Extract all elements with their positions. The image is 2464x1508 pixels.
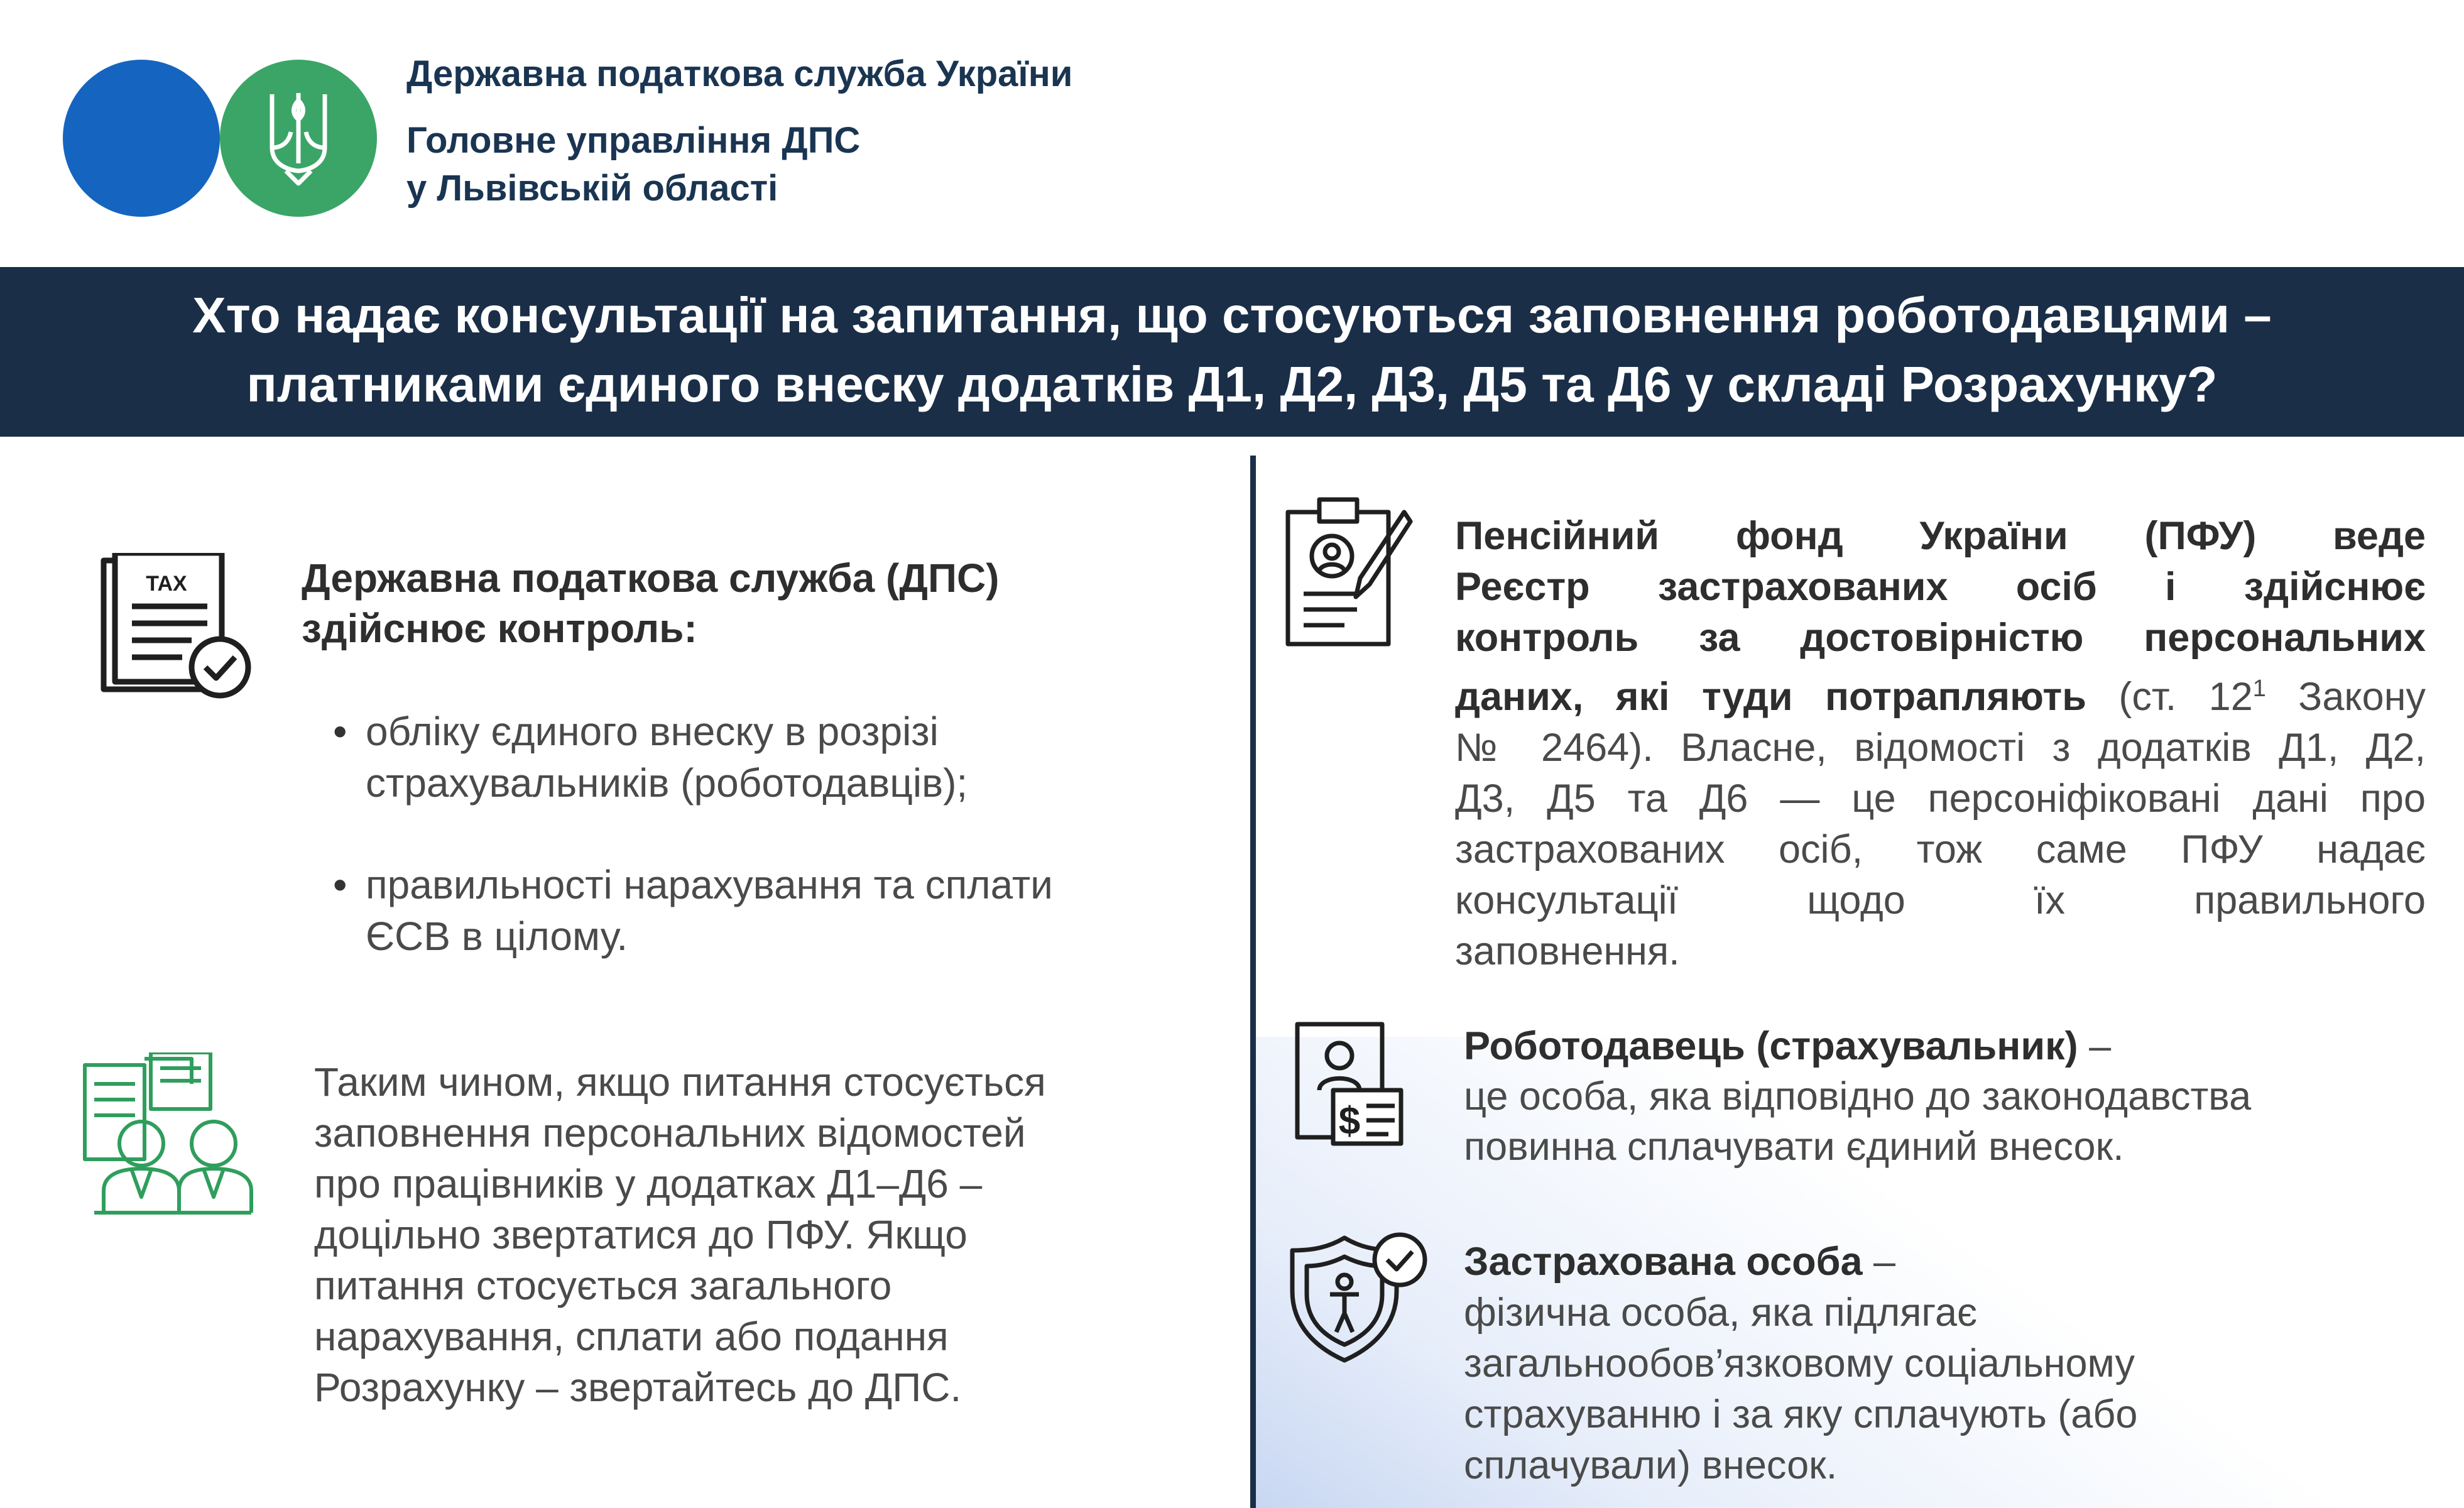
- pfu-bold-line-2: Реєстр застрахованих осіб і здійснює: [1455, 565, 2426, 609]
- dept-line-2: у Львівській області: [406, 168, 778, 209]
- pfu-bold-line-3: контроль за достовірністю персональних: [1455, 616, 2426, 660]
- list-item: • правильності нарахування та сплати ЄСВ в цілому.: [328, 859, 1220, 962]
- tax-document-icon: [97, 553, 261, 704]
- employer-definition: Роботодавець (страхувальник) – це особа, яка відповідно до законодавства повинна сплачувати єдиний внесок.: [1464, 1024, 2252, 1169]
- svg-text:$: $: [1338, 1100, 1361, 1143]
- dept-line-1: Головне управління ДПС: [406, 120, 861, 161]
- insured-shield-icon: [1285, 1232, 1429, 1367]
- logo-green-circle: [220, 60, 377, 217]
- banner-line-2: платниками єдиного внеску додатків Д1, Д2, Д3, Д5 та Д6 у складі Розрахунку?: [246, 356, 2218, 412]
- pfu-mixed-line: [1455, 664, 2426, 723]
- column-divider: [1250, 456, 1256, 1508]
- trident-icon: [261, 88, 336, 188]
- tax-icon-label: TAX: [146, 572, 187, 596]
- employer-title: Роботодавець (страхувальник): [1464, 1024, 2078, 1068]
- title-banner: [0, 267, 2464, 437]
- clipboard-person-icon: [1282, 496, 1414, 650]
- pfu-bold-line-4: даних, які туди потрапляють: [1455, 675, 2086, 719]
- org-name: Державна податкова служба України: [406, 53, 1073, 94]
- employees-icon: [82, 1052, 258, 1216]
- dps-heading-line-1: Державна податкова служба (ДПС): [302, 555, 1000, 601]
- logo-blue-circle: [63, 60, 220, 217]
- dps-heading-line-2: здійснює контроль:: [302, 606, 697, 651]
- insured-title: Застрахована особа: [1464, 1240, 1863, 1284]
- pfu-paragraph: Пенсійний фонд України (ПФУ) веде Реєстр застрахованих осіб і здійснює контроль за достовірністю персональних даних, які туди потрапляють (ст. $12^1$ Закону № 2464). Власне, відомості з додатків Д1, Д2, Д3, Д5 та Д6 — це персоніфіковані дані про застрахованих осіб, тож саме ПФУ надає консультації щодо їх правильного заповнення.: [1455, 511, 2426, 977]
- insured-definition: Застрахована особа – фізична особа, яка підлягає загальнообов’язковому соціальному страхуванню і за яку сплачують (або сплачували) внесок.: [1464, 1240, 2138, 1487]
- banner-line-1: Хто надає консультації на запитання, що стосуються заповнення роботодавцями –: [192, 287, 2272, 343]
- dps-control-list: [328, 706, 1220, 1012]
- dps-heading: [302, 553, 999, 653]
- list-item: • обліку єдиного внеску в розрізі страхувальників (роботодавців);: [328, 706, 1220, 809]
- pfu-bold-line-1: Пенсійний фонд України (ПФУ) веде: [1455, 514, 2426, 558]
- employer-payment-icon: [1294, 1021, 1404, 1150]
- summary-paragraph: Таким чином, якщо питання стосується заповнення персональних відомостей про працівників у додатках Д1–Д6 – доцільно звертатися до ПФУ. Якщо питання стосується загального нарахування, сплати або подання Розрахунку – звертайтесь до ДПС.: [314, 1059, 1046, 1410]
- pfu-law-ref: (ст. $12^1$ Закону: [2118, 675, 2426, 719]
